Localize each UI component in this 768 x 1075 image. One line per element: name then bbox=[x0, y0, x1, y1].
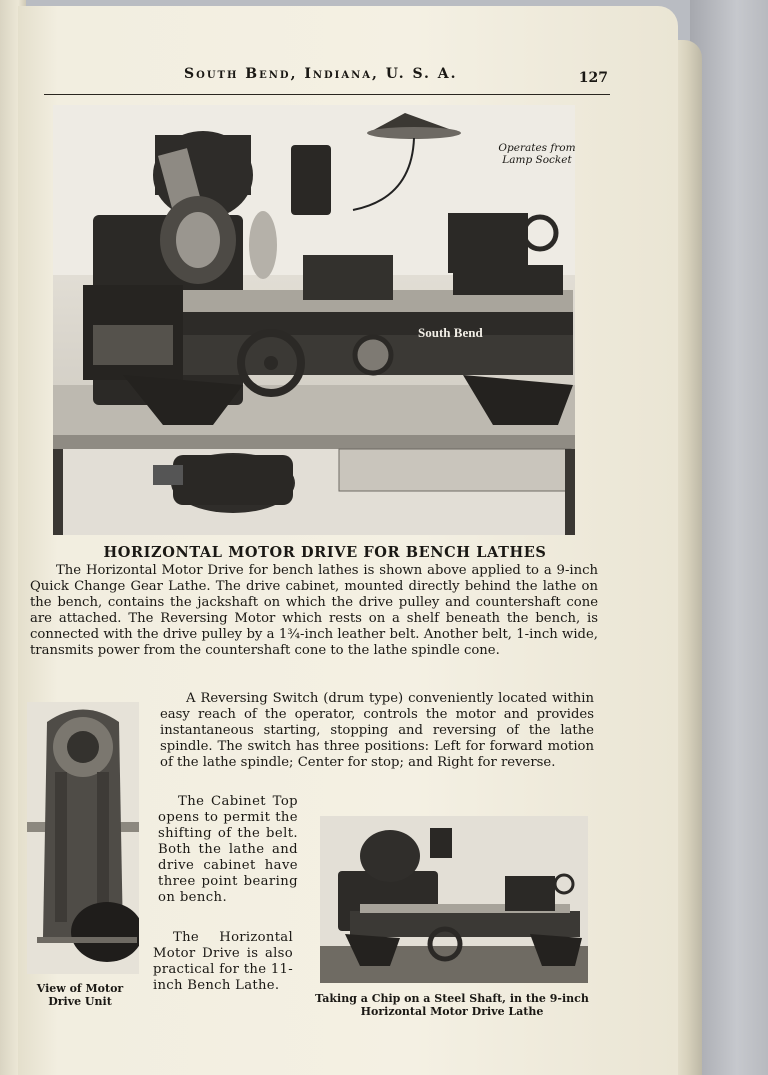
article-title: HORIZONTAL MOTOR DRIVE FOR BENCH LATHES bbox=[103, 544, 547, 561]
paragraph-2: A Reversing Switch (drum type) conveniently located within easy reach of the operator, controls the motor and provides instantaneous starting, stopping and reversing of the lathe spindle. The switch has three positions: Left for forward motion of the lathe spindle; Center for stop; and Right for reverse. bbox=[160, 691, 594, 770]
taking-chip-photo bbox=[320, 816, 588, 983]
chip-photo-caption: Taking a Chip on a Steel Shaft, in the 9-inch Horizontal Motor Drive Lathe bbox=[315, 992, 589, 1018]
page-header bbox=[44, 66, 610, 95]
lamp-socket-caption: Operates from Lamp Socket bbox=[498, 142, 576, 166]
paragraph-4: The Horizontal Motor Drive is also practical for the 11-inch Bench Lathe. bbox=[153, 930, 293, 993]
page-number: 127 bbox=[578, 70, 608, 86]
lathe-brand-label: South Bend bbox=[418, 325, 483, 340]
running-head: South Bend, Indiana, U. S. A. bbox=[184, 66, 458, 82]
motor-unit-caption: View of Motor Drive Unit bbox=[36, 982, 124, 1008]
paragraph-1: The Horizontal Motor Drive for bench lathes is shown above applied to a 9-inch Quick Change Gear Lathe. The drive cabinet, mounted directly behind the lathe on the bench, contains the jackshaft on which the drive pulley and countershaft cone are attached. The Reversing Motor which rests on a shelf beneath the bench, is connected with the drive pulley by a 1¾-inch leather belt. Another belt, 1-inch wide, transmits power from the countershaft cone to the lathe spindle cone. bbox=[30, 563, 598, 658]
motor-drive-unit-photo bbox=[27, 702, 139, 974]
main-lathe-photo bbox=[53, 105, 575, 535]
paragraph-3: The Cabinet Top opens to permit the shifting of the belt. Both the lathe and drive cabinet have three point bearing on bench. bbox=[158, 794, 298, 905]
